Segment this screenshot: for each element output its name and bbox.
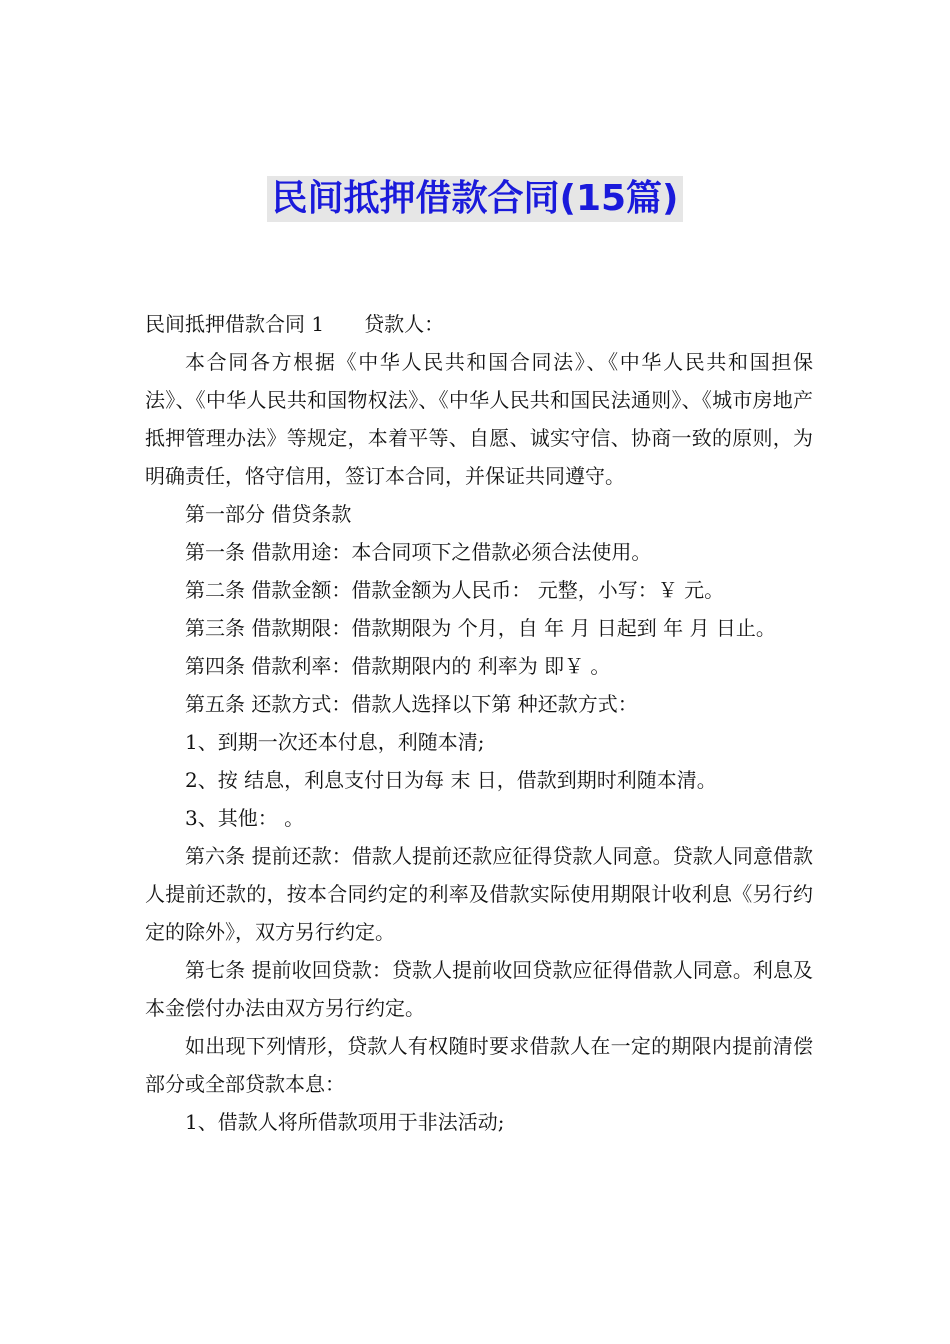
paragraph-article-5: 第五条 还款方式：借款人选择以下第 种还款方式： xyxy=(185,692,638,716)
document-body xyxy=(145,305,813,1141)
paragraph-section-heading: 第一部分 借贷条款 xyxy=(185,502,352,526)
paragraph-article-6: 第六条 提前还款：借款人提前还款应征得贷款人同意。贷款人同意借款人提前还款的，按本合同约定的利率及借款实际使用期限计收利息《另行约定的除外》，双方另行约定。 xyxy=(145,844,813,944)
contract-heading: 民间抵押借款合同 1 xyxy=(145,312,325,336)
document-title: 民间抵押借款合同(15篇) xyxy=(267,176,682,222)
paragraph-preamble: 本合同各方根据《中华人民共和国合同法》、《中华人民共和国担保法》、《中华人民共和国物权法》、《中华人民共和国民法通则》、《城市房地产抵押管理办法》等规定，本着平等、自愿、诚实守信、协商一致的原则，为明确责任，恪守信用，签订本合同，并保证共同遵守。 xyxy=(145,350,813,488)
paragraph-condition-1: 1、借款人将所借款项用于非法活动; xyxy=(185,1110,505,1134)
paragraph-option-3: 3、其他： 。 xyxy=(185,806,305,830)
paragraph-article-4: 第四条 借款利率：借款期限内的 利率为 即￥ 。 xyxy=(185,654,611,678)
paragraph-option-2: 2、按 结息，利息支付日为每 末 日，借款到期时利随本清。 xyxy=(185,768,717,792)
title-wrap xyxy=(0,176,950,222)
paragraph-article-7: 第七条 提前收回贷款：贷款人提前收回贷款应征得借款人同意。利息及本金偿付办法由双方另行约定。 xyxy=(145,958,813,1020)
paragraph-article-3: 第三条 借款期限：借款期限为 个月，自 年 月 日起到 年 月 日止。 xyxy=(185,616,776,640)
paragraph-article-1: 第一条 借款用途：本合同项下之借款必须合法使用。 xyxy=(185,540,652,564)
paragraph-conditions: 如出现下列情形，贷款人有权随时要求借款人在一定的期限内提前清偿部分或全部贷款本息： xyxy=(145,1034,813,1096)
first-line xyxy=(145,305,813,343)
paragraph-article-2: 第二条 借款金额：借款金额为人民币： 元整，小写：￥ 元。 xyxy=(185,578,725,602)
paragraph-option-1: 1、到期一次还本付息，利随本清; xyxy=(185,730,485,754)
lender-label: 贷款人： xyxy=(364,312,445,336)
